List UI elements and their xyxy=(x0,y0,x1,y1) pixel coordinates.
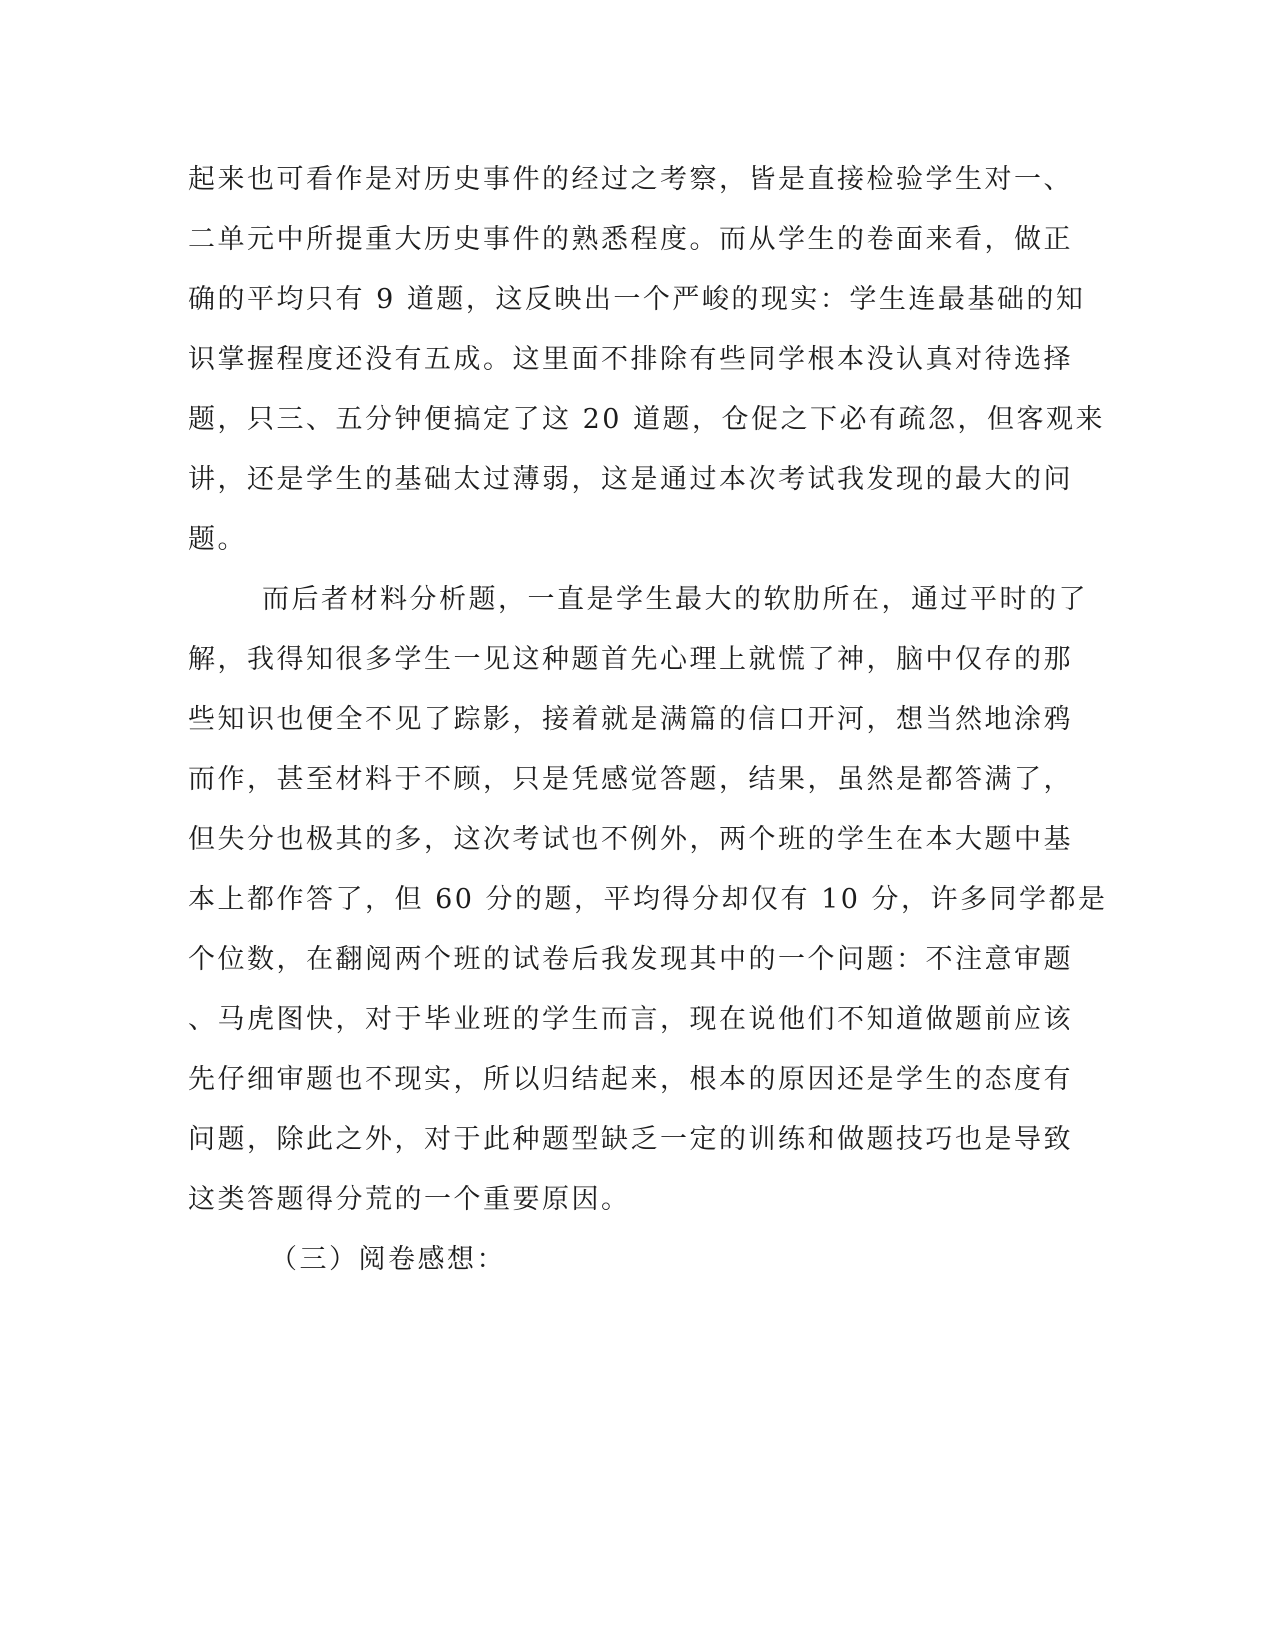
paragraph-2-line-3: 些知识也便全不见了踪影，接着就是满篇的信口开河，想当然地涂鸦 xyxy=(188,704,1073,735)
section-heading: （三）阅卷感想： xyxy=(270,1244,506,1275)
paragraph-2-line-10: 问题，除此之外，对于此种题型缺乏一定的训练和做题技巧也是导致 xyxy=(188,1124,1073,1155)
paragraph-2-line-5: 但失分也极其的多，这次考试也不例外，两个班的学生在本大题中基 xyxy=(188,824,1073,855)
paragraph-2-line-7: 个位数，在翻阅两个班的试卷后我发现其中的一个问题：不注意审题 xyxy=(188,944,1073,975)
paragraph-2-line-8: 、马虎图快，对于毕业班的学生而言，现在说他们不知道做题前应该 xyxy=(188,1004,1073,1035)
paragraph-1-line-3: 确的平均只有 9 道题，这反映出一个严峻的现实：学生连最基础的知 xyxy=(188,284,1086,315)
paragraph-2-line-1: 而后者材料分析题，一直是学生最大的软肋所在，通过平时的了 xyxy=(262,584,1088,615)
paragraph-1-line-2: 二单元中所提重大历史事件的熟悉程度。而从学生的卷面来看，做正 xyxy=(188,224,1073,255)
paragraph-2-line-9: 先仔细审题也不现实，所以归结起来，根本的原因还是学生的态度有 xyxy=(188,1064,1073,1095)
paragraph-1-line-6: 讲，还是学生的基础太过薄弱，这是通过本次考试我发现的最大的问 xyxy=(188,464,1073,495)
paragraph-1-line-7: 题。 xyxy=(188,524,247,555)
paragraph-2-line-2: 解，我得知很多学生一见这种题首先心理上就慌了神，脑中仅存的那 xyxy=(188,644,1073,675)
paragraph-2-line-11: 这类答题得分荒的一个重要原因。 xyxy=(188,1184,631,1215)
paragraph-1-line-4: 识掌握程度还没有五成。这里面不排除有些同学根本没认真对待选择 xyxy=(188,344,1073,375)
paragraph-1-line-1: 起来也可看作是对历史事件的经过之考察，皆是直接检验学生对一、 xyxy=(188,164,1073,195)
paragraph-2-line-6: 本上都作答了，但 60 分的题，平均得分却仅有 10 分，许多同学都是 xyxy=(188,884,1108,915)
paragraph-1-line-5: 题，只三、五分钟便搞定了这 20 道题，仓促之下必有疏忽，但客观来 xyxy=(188,404,1106,435)
paragraph-2-line-4: 而作，甚至材料于不顾，只是凭感觉答题，结果，虽然是都答满了， xyxy=(188,764,1073,795)
